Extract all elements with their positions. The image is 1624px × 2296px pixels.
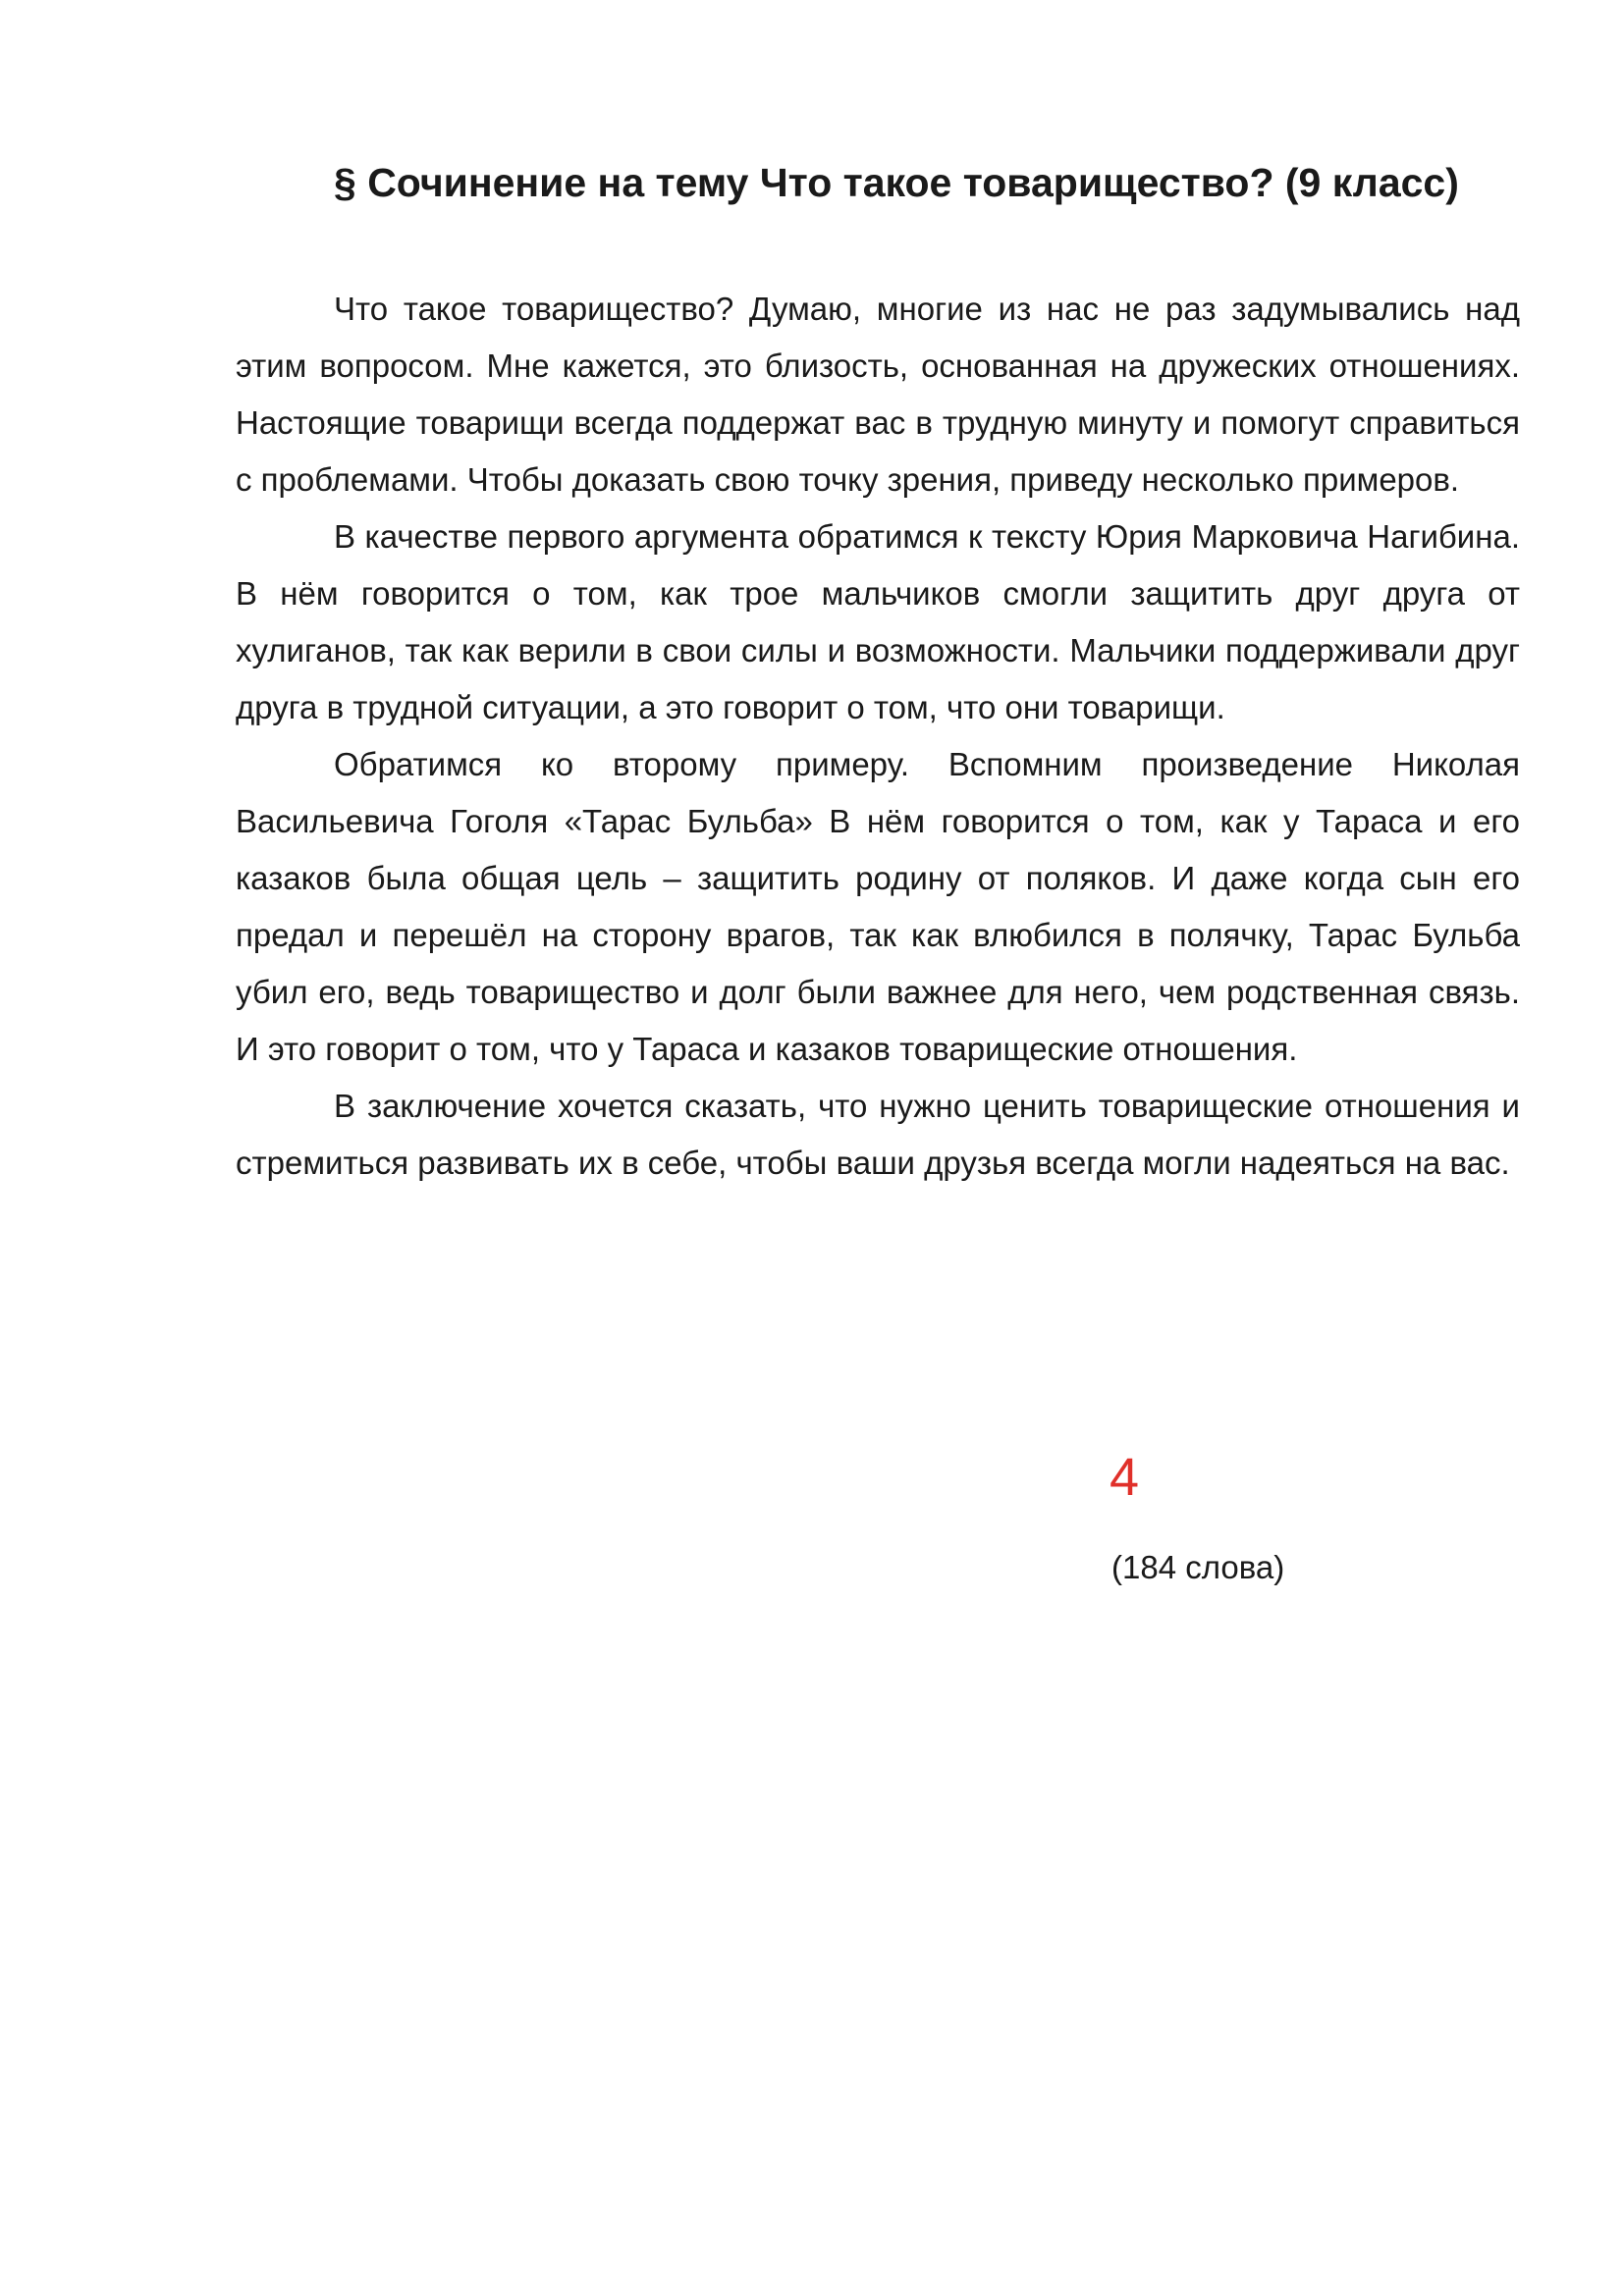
paragraph-intro: Что такое товарищество? Думаю, многие из нас не раз задумывались над этим вопросом. Мне кажется, это близость, основанная на дружеских отношениях. Настоящие товарищи всегда поддержат вас в трудную минуту и помогут справиться с проблемами. Чтобы доказать свою точку зрения, приведу несколько примеров. [236,291,1520,498]
paragraph-argument-2: Обратимся ко второму примеру. Вспомним произведение Николая Васильевича Гоголя «Тарас Бульба» В нём говорится о том, как у Тараса и его казаков была общая цель – защитить родину от поляков. И даже когда сын его предал и перешёл на сторону врагов, так как влюбился в полячку, Тарас Бульба убил его, ведь товарищество и долг были важнее для него, чем родственная связь. И это говорит о том, что у Тараса и казаков товарищеские отношения. [236,746,1520,1067]
essay-content [236,145,1520,1192]
essay-body [236,281,1520,1192]
paragraph-conclusion: В заключение хочется сказать, что нужно ценить товарищеские отношения и стремиться развивать их в себе, чтобы ваши друзья всегда могли надеяться на вас. [236,1088,1520,1181]
paragraph-argument-1: В качестве первого аргумента обратимся к тексту Юрия Марковича Нагибина. В нём говорится о том, как трое мальчиков смогли защитить друг друга от хулиганов, так как верили в свои силы и возможности. Мальчики поддерживали друг друга в трудной ситуации, а это говорит о том, что они товарищи. [236,518,1520,725]
grade-mark: 4 [1110,1448,1140,1507]
word-count: (184 слова) [1111,1549,1285,1585]
essay-title: § Сочинение на тему Что такое товарищество? (9 класс) [334,160,1459,205]
